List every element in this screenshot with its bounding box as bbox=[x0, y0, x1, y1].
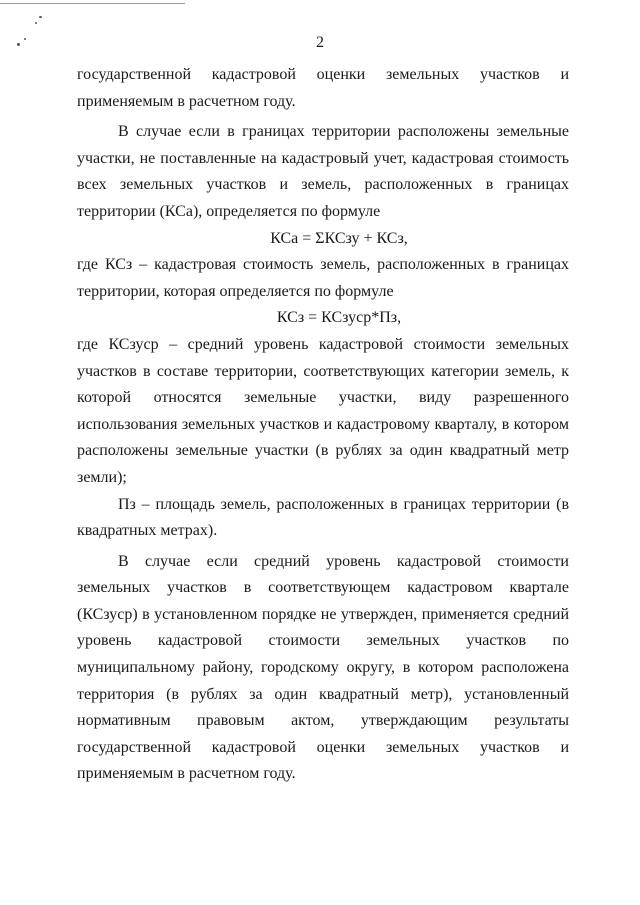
top-rule bbox=[0, 3, 185, 4]
document-body bbox=[77, 62, 569, 788]
paragraph-3: где КСз – кадастровая стоимость земель, расположенных в границах территории, которая определяется по формуле bbox=[77, 256, 569, 300]
paragraph-1: государственной кадастровой оценки земельных участков и применяемым в расчетном году. bbox=[77, 66, 569, 110]
scan-speck bbox=[35, 22, 37, 24]
paragraph-5: Пз – площадь земель, расположенных в границах территории (в квадратных метрах). bbox=[77, 495, 569, 540]
page-number: 2 bbox=[316, 34, 324, 51]
scan-speck bbox=[39, 16, 42, 18]
formula-ksz: КСз = КСзуср*Пз, bbox=[276, 309, 402, 327]
paragraph-6: В случае если средний уровень кадастровой стоимости земельных участков в соответствующем кадастровом квартале (КСзуср) в установленном порядке не утвержден, применяется средний уровень кадастровой стоимости земельных участков по муниципальному району, городскому округу, в котором расположена территория (в рублях за один квадратный метр), установленный нормативным правовым актом, утверждающим результаты государственной кадастровой оценки земельных участков и применяемым в расчетном году. bbox=[77, 552, 569, 783]
paragraph-2: В случае если в границах территории расположены земельные участки, не поставленные на кадастровый учет, кадастровая стоимость всех земельных участков и земель, расположенных в границах территории (КСа), определяется по формуле bbox=[77, 123, 569, 220]
formula-ksa: КСа = ΣКСзу + КСз, bbox=[270, 229, 408, 247]
paragraph-4: где КСзуср – средний уровень кадастровой стоимости земельных участков в составе территории, соответствующих категории земель, к которой относятся земельные участки, виду разрешенного использования земельных участков и кадастровому кварталу, в котором расположены земельные участки (в рублях за один квадратный метр земли); bbox=[77, 335, 569, 486]
